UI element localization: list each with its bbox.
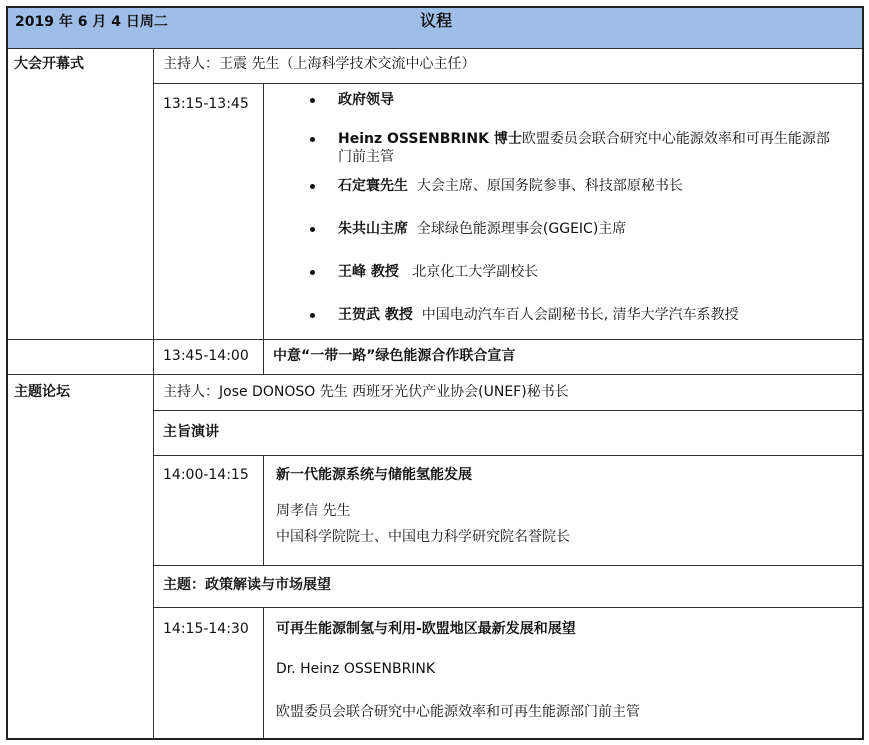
column-divider — [153, 48, 154, 738]
speaker-desc: 欧盟委员会联合研究中心能源效率和可再生能源部门前主管 — [338, 131, 830, 165]
column-divider — [263, 607, 264, 738]
bullet-icon — [310, 270, 315, 275]
bullet-icon — [310, 98, 315, 103]
row-divider — [153, 455, 862, 456]
agenda-date: 2019 年 6 月 4 日周二 — [15, 14, 168, 30]
row-divider — [8, 48, 862, 49]
talk2-affiliation: 欧盟委员会联合研究中心能源效率和可再生能源部门前主管 — [276, 704, 640, 720]
bullet-icon — [310, 227, 315, 232]
speaker-entry — [338, 220, 626, 238]
speaker-entry — [338, 306, 739, 324]
speaker-desc: 北京化工大学副校长 — [412, 264, 539, 280]
opening-host: 主持人：王震 先生（上海科学技术交流中心主任） — [163, 56, 476, 72]
section-opening: 大会开幕式 — [14, 56, 84, 72]
row-divider — [8, 374, 862, 375]
forum-host: 主持人：Jose DONOSO 先生 西班牙光伏产业协会(UNEF)秘书长 — [163, 384, 569, 400]
speaker-name: 王峰 教授 — [338, 264, 399, 280]
bullet-icon — [310, 137, 315, 142]
speaker-name: 石定寰先生 — [338, 178, 408, 194]
keynote-label: 主旨演讲 — [163, 424, 219, 440]
row-divider — [153, 607, 862, 608]
bullet-icon — [310, 313, 315, 318]
talk2-speaker: Dr. Heinz OSSENBRINK — [276, 661, 436, 677]
row-divider — [153, 83, 862, 84]
talk2-title: 可再生能源制氢与利用-欧盟地区最新发展和展望 — [276, 621, 576, 637]
bullet-icon — [310, 184, 315, 189]
theme-label: 主题：政策解读与市场展望 — [163, 577, 331, 593]
column-divider — [263, 83, 264, 374]
speaker-name: 朱共山主席 — [338, 221, 408, 237]
agenda-title: 议程 — [420, 11, 453, 30]
section-forum: 主题论坛 — [14, 384, 70, 400]
talk1-time: 14:00-14:15 — [163, 467, 249, 483]
speaker-name: 政府领导 — [338, 92, 394, 108]
declaration-time: 13:45-14:00 — [163, 348, 249, 364]
declaration-title: 中意“一带一路”绿色能源合作联合宣言 — [273, 348, 516, 364]
speaker-name: 王贺武 教授 — [338, 307, 413, 323]
row-divider — [153, 565, 862, 566]
speaker-desc: 中国电动汽车百人会副秘书长, 清华大学汽车系教授 — [421, 307, 739, 323]
row-divider — [8, 339, 862, 340]
column-divider — [263, 455, 264, 565]
talk1-speaker: 周孝信 先生 — [276, 503, 351, 519]
speaker-entry — [338, 263, 538, 281]
row-divider — [153, 410, 862, 411]
opening-time: 13:15-13:45 — [163, 96, 249, 112]
speaker-entry — [338, 130, 838, 166]
speaker-desc: 全球绿色能源理事会(GGEIC)主席 — [416, 221, 627, 237]
speaker-desc: 大会主席、原国务院参事、科技部原秘书长 — [416, 178, 683, 194]
talk1-title: 新一代能源系统与储能氢能发展 — [276, 467, 472, 483]
talk1-affiliation: 中国科学院院士、中国电力科学研究院名誉院长 — [276, 529, 570, 545]
speaker-entry — [338, 177, 683, 195]
speaker-name: Heinz OSSENBRINK 博士 — [338, 131, 522, 147]
talk2-time: 14:15-14:30 — [163, 621, 249, 637]
